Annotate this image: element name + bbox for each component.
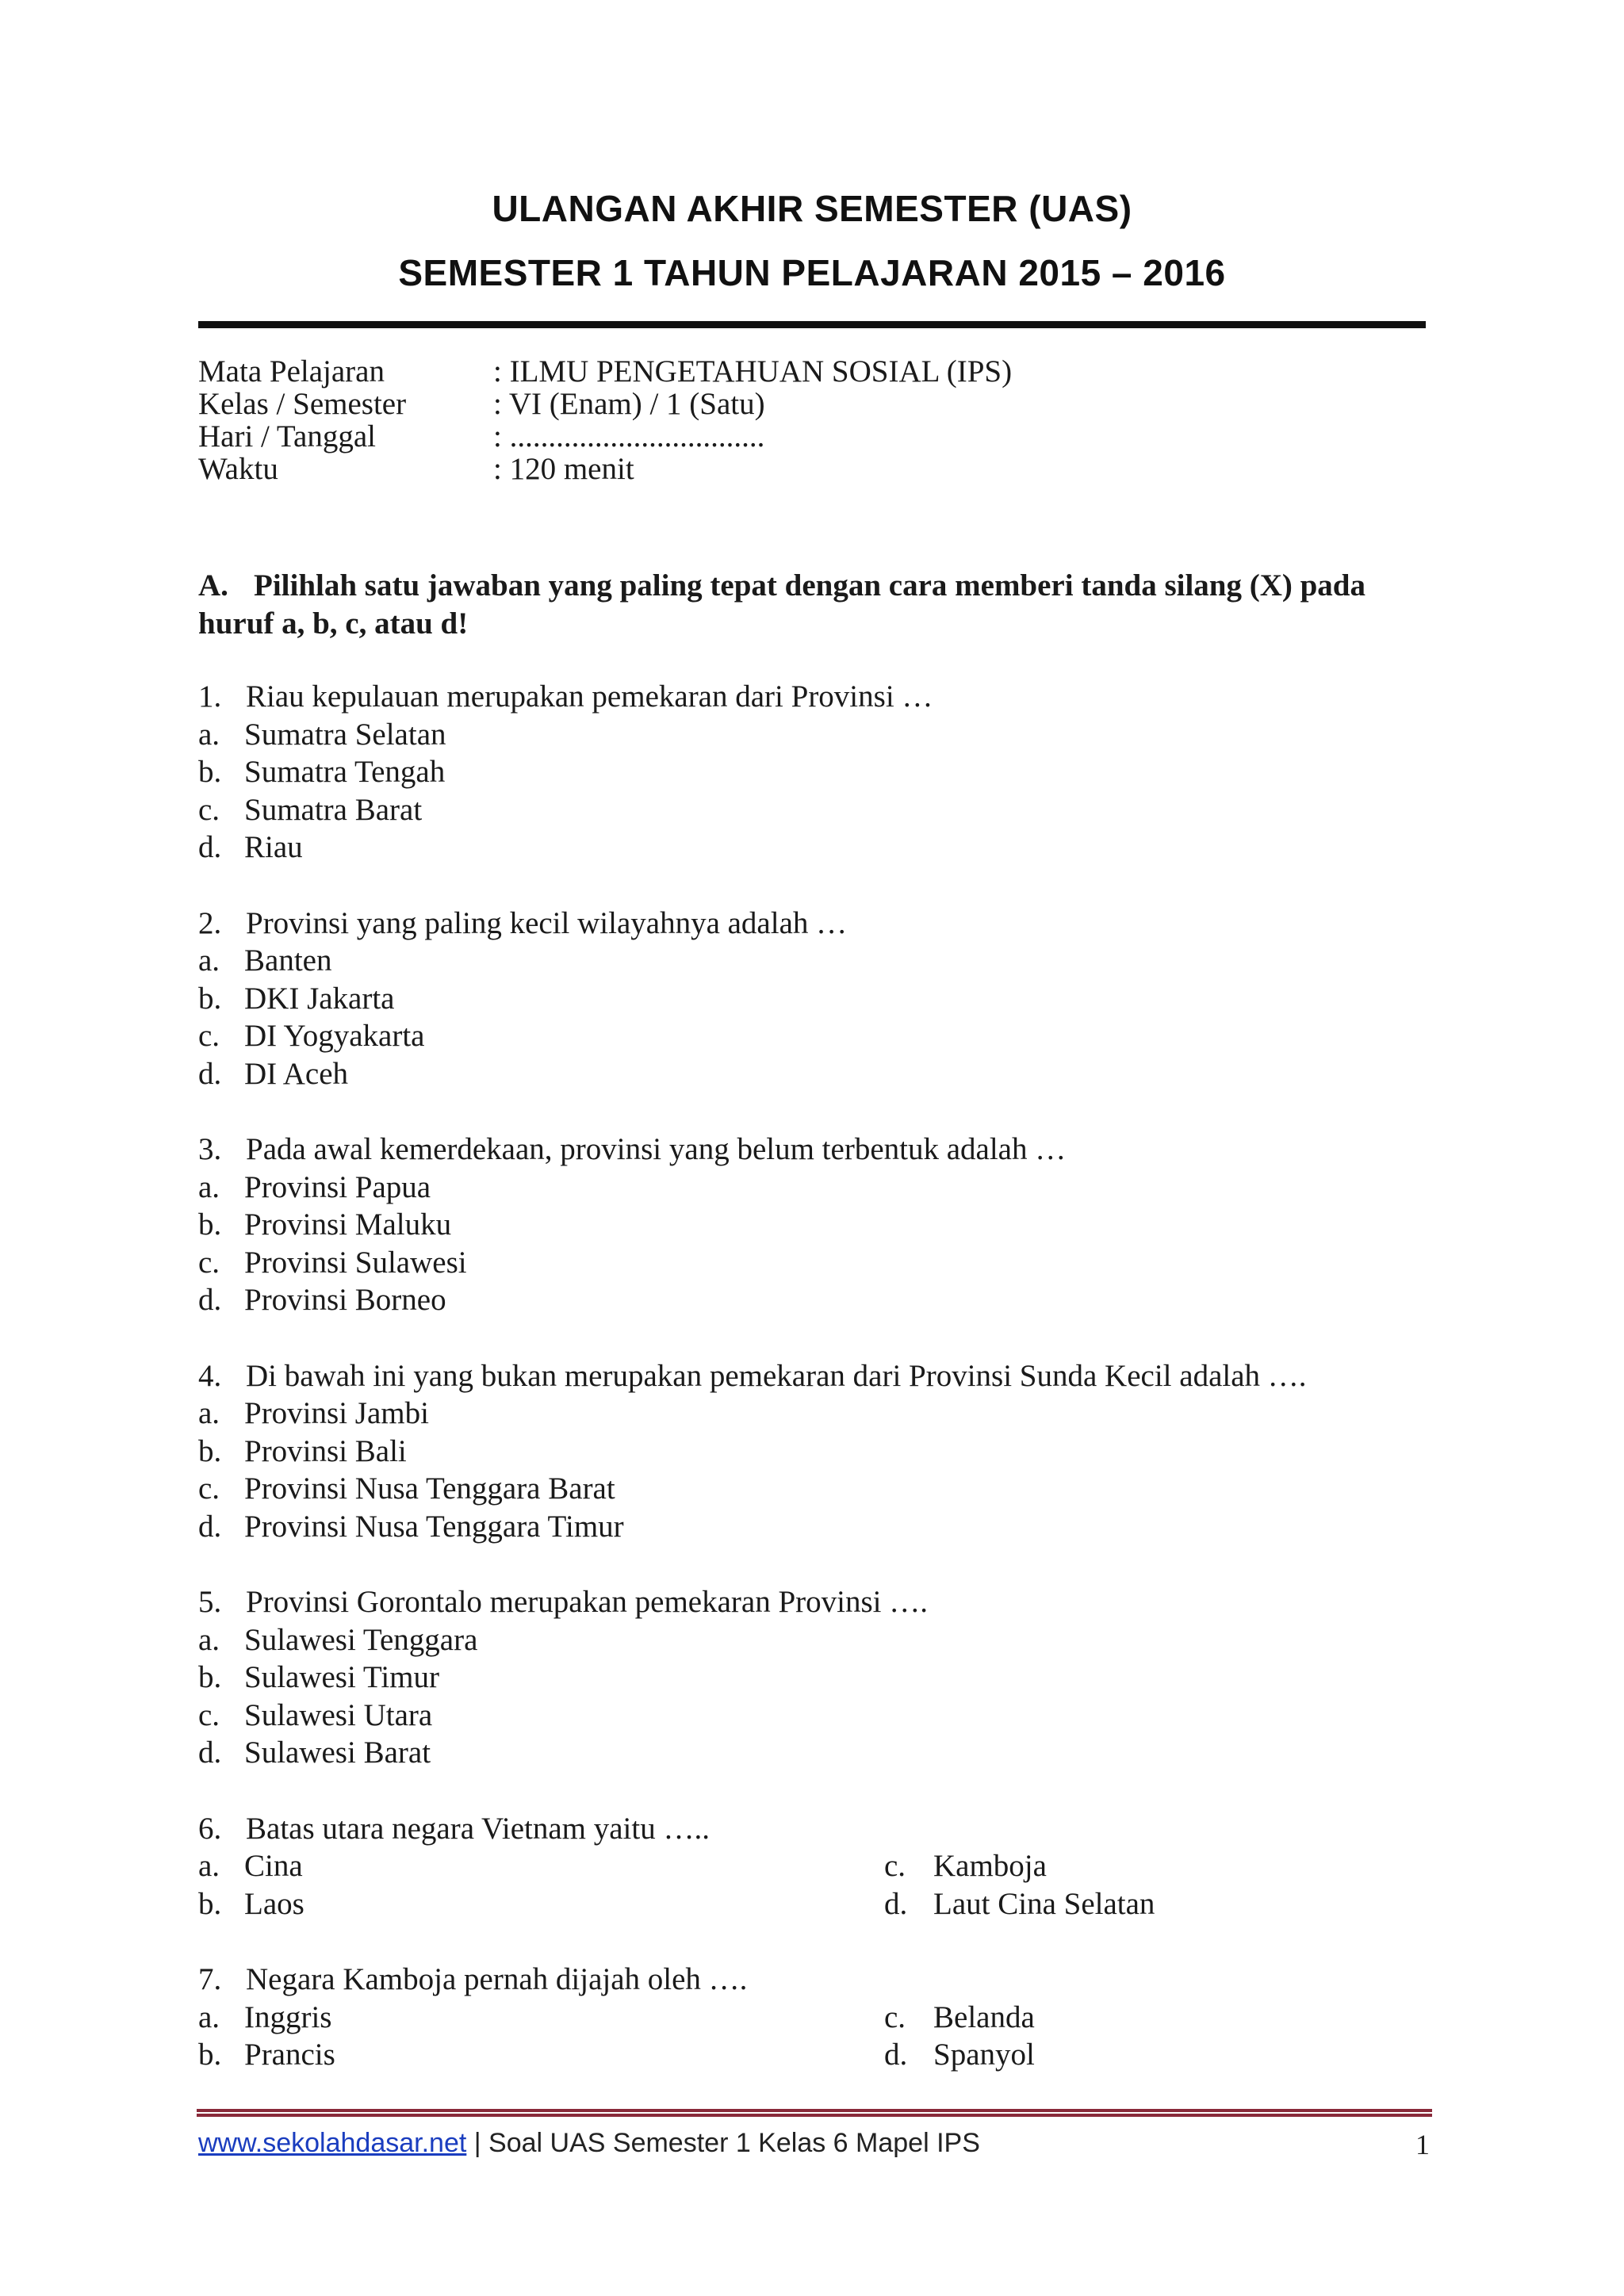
option-letter: d.: [884, 1886, 908, 1921]
question-text: Riau kepulauan merupakan pemekaran dari Provinsi …: [246, 679, 933, 714]
option-item: [198, 942, 1435, 980]
option-item: [198, 1697, 1435, 1735]
question-text: Pada awal kemerdekaan, provinsi yang belum terbentuk adalah …: [246, 1132, 1067, 1166]
option-letter: c.: [884, 1849, 906, 1883]
option-text: Provinsi Papua: [244, 1169, 431, 1204]
option-item: [198, 828, 1435, 867]
option-item: [198, 716, 1435, 754]
question-item: [198, 678, 1435, 867]
option-item: [198, 1470, 1435, 1508]
option-item: [198, 1281, 1435, 1319]
option-item: [884, 2036, 1035, 2074]
option-letter: c.: [884, 1999, 906, 2034]
option-letter: a.: [198, 1396, 220, 1430]
option-item: [884, 1885, 1155, 1923]
option-text: Riau: [244, 830, 303, 864]
question-number: 4.: [198, 1358, 222, 1393]
option-text: Sulawesi Utara: [244, 1697, 433, 1732]
option-text: DI Yogyakarta: [244, 1019, 425, 1053]
header-divider: [198, 321, 1426, 328]
option-letter: d.: [198, 830, 222, 864]
exam-subtitle: SEMESTER 1 TAHUN PELAJARAN 2015 – 2016: [398, 252, 1226, 293]
option-text: Kamboja: [933, 1849, 1047, 1883]
option-text: Sulawesi Timur: [244, 1660, 439, 1694]
option-text: Sumatra Barat: [244, 792, 423, 827]
option-item: [198, 1055, 1435, 1093]
footer-text: | Soal UAS Semester 1 Kelas 6 Mapel IPS: [466, 2128, 980, 2158]
option-item: [198, 1169, 1435, 1207]
option-letter: b.: [198, 981, 222, 1016]
question-item: [198, 1810, 1435, 1923]
option-letter: b.: [198, 1660, 222, 1694]
option-item: [198, 1734, 1435, 1772]
option-text: Prancis: [244, 2038, 335, 2072]
question-list: [198, 678, 1435, 2112]
option-letter: d.: [198, 1509, 222, 1544]
section-a-instruction: [198, 567, 1435, 643]
question-text: Batas utara negara Vietnam yaitu …..: [246, 1811, 710, 1846]
option-letter: c.: [198, 1697, 220, 1732]
page-footer: [198, 2128, 1430, 2159]
option-letter: a.: [198, 1999, 220, 2034]
option-item: [198, 1847, 303, 1885]
option-text: Laut Cina Selatan: [933, 1886, 1155, 1921]
option-text: Sulawesi Barat: [244, 1735, 431, 1770]
option-text: Provinsi Bali: [244, 1433, 407, 1468]
option-item: [198, 1244, 1435, 1282]
option-text: DI Aceh: [244, 1056, 349, 1091]
question-item: [198, 1357, 1435, 1546]
question-number: 2.: [198, 905, 222, 940]
option-text: Banten: [244, 943, 332, 978]
option-item: [198, 2036, 335, 2074]
option-letter: d.: [198, 1735, 222, 1770]
option-item: [198, 791, 1435, 829]
question-text: Provinsi yang paling kecil wilayahnya adalah …: [246, 905, 848, 940]
option-item: [884, 1847, 1047, 1885]
footer-divider: [197, 2109, 1432, 2120]
option-text: Provinsi Nusa Tenggara Barat: [244, 1471, 615, 1506]
option-item: [198, 1659, 1435, 1697]
option-letter: c.: [198, 1471, 220, 1506]
option-text: Provinsi Borneo: [244, 1283, 446, 1317]
question-item: [198, 905, 1435, 1093]
question-item: [198, 1583, 1435, 1772]
option-item: [198, 1885, 304, 1923]
option-letter: d.: [884, 2038, 908, 2072]
option-text: Provinsi Jambi: [244, 1396, 429, 1430]
question-number: 1.: [198, 679, 222, 714]
option-item: [198, 1433, 1435, 1471]
option-text: Provinsi Sulawesi: [244, 1245, 467, 1280]
option-letter: a.: [198, 943, 220, 978]
option-letter: a.: [198, 717, 220, 752]
option-text: DKI Jakarta: [244, 981, 395, 1016]
website-link[interactable]: www.sekolahdasar.net: [198, 2128, 467, 2158]
instruction-text: Pilihlah satu jawaban yang paling tepat dengan cara memberi tanda silang (X) pada huruf a, b, c, atau d!: [198, 568, 1366, 641]
question-text: Provinsi Gorontalo merupakan pemekaran Provinsi ….: [246, 1585, 928, 1619]
option-letter: b.: [198, 1433, 222, 1468]
question-number: 6.: [198, 1811, 222, 1846]
option-item: [198, 1621, 1435, 1659]
option-letter: a.: [198, 1622, 220, 1657]
option-letter: d.: [198, 1283, 222, 1317]
option-item: [884, 1999, 1035, 2037]
question-text: Negara Kamboja pernah dijajah oleh ….: [246, 1962, 748, 1996]
option-letter: c.: [198, 792, 220, 827]
option-item: [198, 1017, 1435, 1055]
option-text: Laos: [244, 1886, 304, 1921]
option-letter: d.: [198, 1056, 222, 1091]
option-letter: a.: [198, 1169, 220, 1204]
option-letter: b.: [198, 2038, 222, 2072]
info-value: : .................................: [493, 419, 765, 453]
question-item: [198, 1961, 1435, 2074]
question-number: 3.: [198, 1132, 222, 1166]
question-number: 5.: [198, 1585, 222, 1619]
option-text: Sulawesi Tenggara: [244, 1622, 478, 1657]
question-number: 7.: [198, 1962, 222, 1996]
option-letter: c.: [198, 1019, 220, 1053]
option-item: [198, 1508, 1435, 1546]
option-letter: b.: [198, 755, 222, 789]
info-value: : 120 menit: [493, 452, 634, 486]
page-number: 1: [1415, 2129, 1430, 2160]
option-item: [198, 1206, 1435, 1244]
option-text: Sumatra Selatan: [244, 717, 446, 752]
info-value: : VI (Enam) / 1 (Satu): [493, 387, 765, 421]
option-text: Provinsi Nusa Tenggara Timur: [244, 1509, 624, 1544]
option-item: [198, 980, 1435, 1018]
info-label: Hari / Tanggal: [198, 419, 376, 453]
option-item: [198, 1395, 1435, 1433]
option-letter: a.: [198, 1849, 220, 1883]
option-item: [198, 1999, 332, 2037]
option-text: Belanda: [933, 1999, 1035, 2034]
option-text: Spanyol: [933, 2038, 1035, 2072]
option-letter: b.: [198, 1207, 222, 1242]
option-text: Cina: [244, 1849, 303, 1883]
info-value: : ILMU PENGETAHUAN SOSIAL (IPS): [493, 354, 1013, 388]
section-letter: A.: [198, 568, 228, 603]
info-label: Kelas / Semester: [198, 387, 407, 421]
question-text: Di bawah ini yang bukan merupakan pemekaran dari Provinsi Sunda Kecil adalah ….: [246, 1358, 1307, 1393]
info-label: Waktu: [198, 452, 278, 486]
option-item: [198, 753, 1435, 791]
question-item: [198, 1131, 1435, 1319]
option-letter: b.: [198, 1886, 222, 1921]
exam-title: ULANGAN AKHIR SEMESTER (UAS): [492, 188, 1132, 229]
option-text: Provinsi Maluku: [244, 1207, 452, 1242]
option-text: Inggris: [244, 1999, 332, 2034]
option-letter: c.: [198, 1245, 220, 1280]
option-text: Sumatra Tengah: [244, 755, 446, 789]
info-label: Mata Pelajaran: [198, 354, 385, 388]
